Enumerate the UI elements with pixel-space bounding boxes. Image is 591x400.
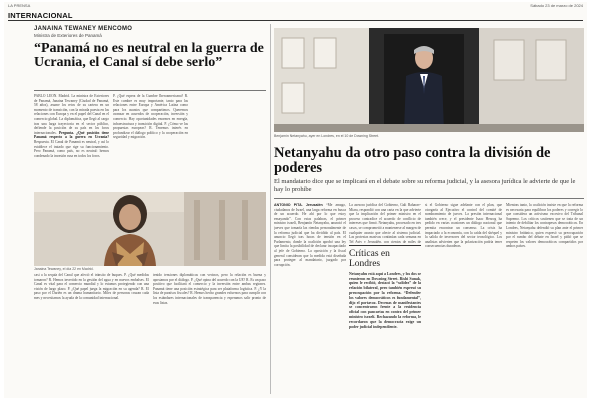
netanyahu-deck: El mandatario dice que se implicará en el debate sobre su reforma judicial, y la asesora jurídica le advierte de que le hay lo prohíbe: [274, 178, 576, 193]
masthead-date: Sábado 23 de marzo de 2024: [530, 3, 583, 8]
netanyahu-column-3-text: si el Gobierno sigue adelante con el plan, que otorgaría al Ejecutivo el control del comité de nombramiento de jueces. La presión internacional también crece, y el presidente Isaac Herzog ha pedido en varias ocasiones un diálogo nacional que permita encontrar un consenso. La crisis ha impactado a la economía, con la caída del shéquel y la salida de inversores del sector tecnológico. Los analistas advierten que la polarización podría tener consecuencias duraderas.: [425, 203, 502, 249]
newspaper-page: [4, 2, 587, 398]
headline-rule: [34, 90, 266, 91]
masthead-publication: LA PRENSA: [8, 3, 31, 8]
woman-portrait-image: [34, 192, 266, 266]
interview-intro: PABLO LEÓN. Madrid. La ministra de Exteriores de Panamá, Janaina Tewaney (Ciudad de Panamá, 58 años), asume los retos de su cartera en un momento de transición, con la mirada puesta en las relaciones con Europa y en el papel del Canal en el comercio global. La diplomática, que llegó al cargo tras una larga trayectoria en el sector público, defiende la posición de su país en los foros internacionales.: [34, 94, 109, 135]
interview-column-3-text: casi a la sequía del Canal que afectó el tránsito de buques. P. ¿Qué medidas tomaron? R. Hemos invertido en la gestión del agua y en nuevos embalses. El Canal es vital para el comercio mundial y lo estamos protegiendo con una visión de largo plazo. P. ¿Qué papel juega la migración en su agenda? R. El paso por el Darién es un drama humanitario. Miles de personas cruzan cada mes y necesitamos la ayuda de la comunidad internacional.: [34, 273, 149, 300]
interview-headline: “Panamá no es neutral en la guerra de Ucrania, el Canal sí debe serlo”: [34, 41, 264, 70]
netanyahu-headline: Netanyahu da otro paso contra la división de poderes: [274, 145, 551, 176]
interview-role: Ministra de Exteriores de Panamá: [34, 33, 102, 38]
netanyahu-column-3: [425, 203, 502, 395]
sidebar-body: Netanyahu está aquí a Londres, y los dos se reunieron en Downing Street. Rishi Sunak, quien le recibió, destacó la “solidez” de la relación bilateral, pero también expresó su preocupación por la reforma. “Defender los valores democráticos es fundamental”, dijo el portavoz. Decenas de manifestantes se concentraron frente a la residencia oficial con pancartas en contra del primer ministro israelí. Rechazando la reforma, le recordaron que la democracia exige un poder judicial independiente.: [349, 271, 421, 329]
interview-column-4-text: tenido tensiones diplomáticas con vecinos, pero la relación es buena y apostamos por el diálogo. P. ¿Qué opina del acuerdo con la UE? R. Es un paso positivo que facilitará el comercio y la inversión entre ambas regiones. Panamá tiene una posición estratégica para ser plataforma logística. P. ¿Y la lista de paraísos fiscales? R. Hemos hecho grandes esfuerzos para cumplir con los estándares internacionales de transparencia y esperamos salir pronto de esas listas.: [153, 273, 266, 305]
criticas-sidebar-box: [349, 245, 421, 397]
interview-name: JANAINA TEWANEY MENCOMO: [34, 26, 133, 32]
interview-column-3: [34, 273, 149, 393]
netanyahu-column-1-text: “Me amago, ciudadanos de Israel, una larga reforma en busca de un acuerdo. He ahí por lo que estoy ensayando”. Con estas palabras, el primer ministro israelí, Benjamín Netanyahu, anunció el jueves que tomaría las riendas personalmente de la reforma judicial que ha dividido al país. El anuncio llegó tras horas de tensión en el Parlamento, donde la coalición aprobó una ley que limita la posibilidad de declarar incapacitado al jefe de Gobierno. La oposición y la fiscal general consideran que la medida está diseñada para proteger al mandatario, juzgado por corrupción.: [274, 203, 346, 267]
sidebar-title: Críticas en Londres: [349, 248, 390, 269]
netanyahu-byline: ANTONIO PITA. Jerusalén: [274, 203, 326, 207]
interview-column-1: [34, 94, 109, 190]
interview-question: Pregunta. ¿Qué posición tiene Panamá respecto a la guerra en Ucrania?: [34, 130, 109, 140]
interview-photo: [34, 192, 266, 266]
column-separator: [270, 24, 271, 394]
interview-column-2-text: P. ¿Qué espera de la Cumbre Iberoamericana? R. Este cumbre es muy importante, tanto para las relaciones entre Europa y América Latina como para los asuntos que compartimos. Queremos avanzar en acuerdos de cooperación, inversión y comercio. Hay oportunidades enormes en energía, infraestructura y transición digital. P. ¿Cómo ve las propuestas europeas? R. Tenemos interés en profundizar el diálogo político y la cooperación en seguridad y migración.: [113, 94, 188, 140]
netanyahu-column-2: [349, 203, 421, 243]
masthead: [4, 2, 587, 9]
section-rule: [8, 20, 583, 21]
sidebar-rule: [349, 245, 421, 246]
interview-column-4: [153, 273, 266, 393]
interview-column-2: [113, 94, 188, 190]
netanyahu-column-1: [274, 203, 346, 395]
downing-street-photo-image: [274, 28, 584, 132]
netanyahu-column-4: [506, 203, 583, 395]
netanyahu-column-4-text: Mientras tanto, la coalición insiste en que la reforma es necesaria para equilibrar los poderes y corregir lo que considera un activismo excesivo del Tribunal Supremo. Los críticos sostienen que se trata de un intento de debilitar los contrapesos democráticos. En Londres, Netanyahu defendió su plan ante el primer ministro británico, quien expresó su preocupación por el rumbo del debate en Israel y pidió que se respeten los valores democráticos compartidos por ambos países.: [506, 203, 583, 249]
interview-photo-caption: Janaina Tewaney, el día 22 en Madrid.: [34, 267, 94, 271]
interview-answer: Respuesta. El Canal de Panamá es neutral, y así lo establece el tratado que rige su funcionamiento. Pero Panamá, como país, no es neutral: hemos condenado la invasión rusa en todos los foros.: [34, 139, 109, 158]
netanyahu-photo: [274, 28, 584, 132]
netanyahu-column-2-text: La asesora jurídica del Gobierno, Gali Baharav-Miara, respondió con una carta en la que advierte que la implicación del primer ministro en el proceso contradice el acuerdo de conflicto de intereses que firmó. Netanyahu, procesado en tres casos, se comprometió a mantenerse al margen de cualquier asunto que afecte al sistema judicial. Las protestas masivas continúan cada semana en Tel Aviv y Jerusalén, con cientos de miles de: [349, 203, 421, 243]
section-label: INTERNACIONAL: [8, 11, 73, 20]
netanyahu-rule: [274, 198, 584, 199]
netanyahu-photo-caption: Benjamín Netanyahu, ayer en Londres, en el 10 de Downing Street.: [274, 134, 380, 138]
